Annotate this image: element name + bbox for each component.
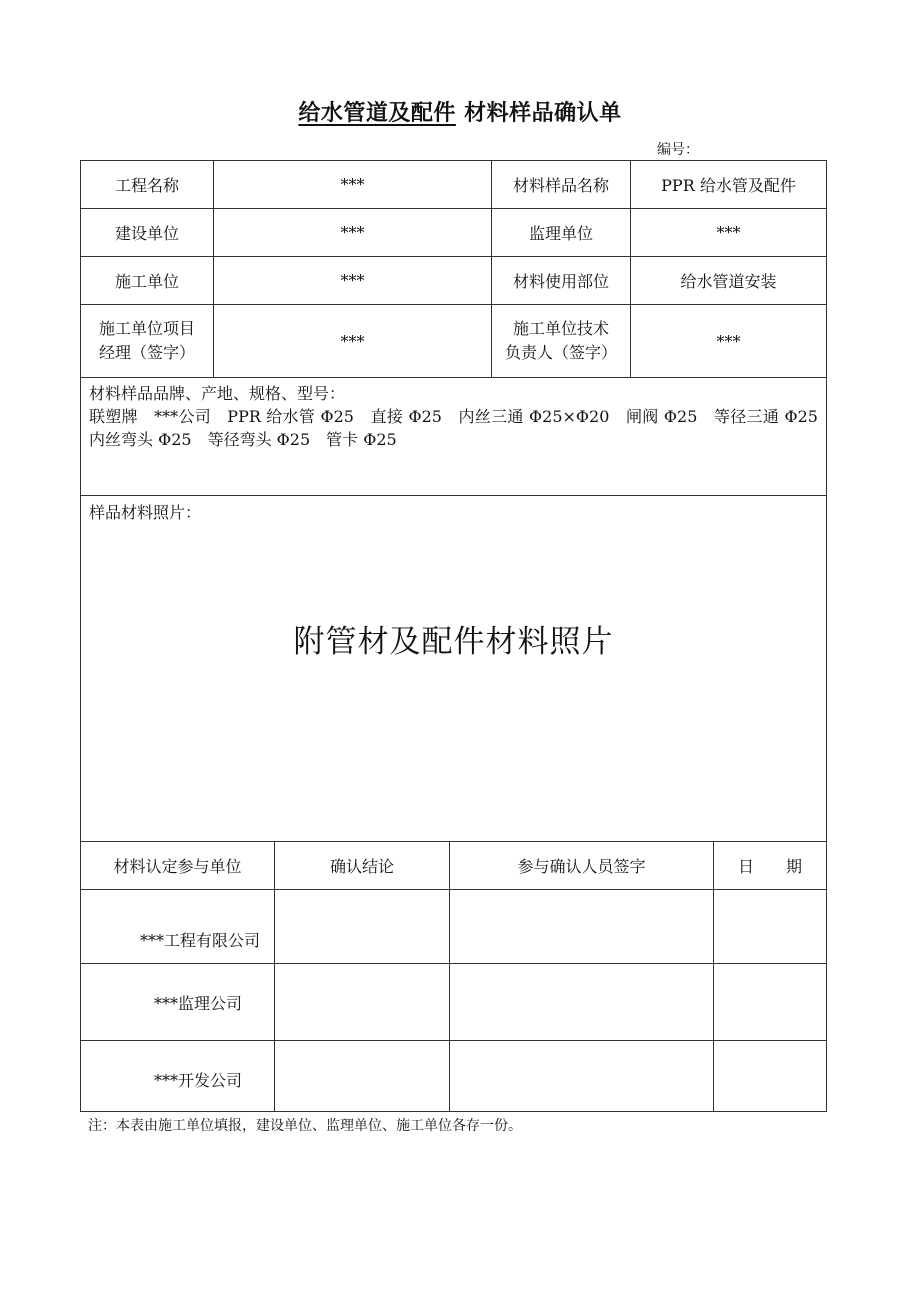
date-cell[interactable] — [714, 964, 827, 1041]
header-conclusion: 确认结论 — [275, 842, 450, 890]
tech-signature-label — [492, 305, 631, 378]
supervisor-label: 监理单位 — [492, 209, 631, 257]
info-table — [80, 160, 835, 842]
pm-signature-value: *** — [214, 305, 492, 378]
confirm-table — [80, 841, 827, 1112]
tech-label-line1: 施工单位技术 — [512, 319, 609, 338]
contractor-value: *** — [214, 257, 492, 305]
pm-signature-label — [81, 305, 214, 378]
party-supervisor: ***监理公司 — [81, 964, 275, 1041]
header-signatures: 参与确认人员签字 — [450, 842, 714, 890]
project-name-label: 工程名称 — [81, 161, 214, 209]
signature-cell[interactable] — [450, 964, 714, 1041]
date-cell[interactable] — [714, 890, 827, 964]
form-title — [0, 96, 920, 127]
sample-name-value: PPR 给水管及配件 — [631, 161, 827, 209]
date-cell[interactable] — [714, 1041, 827, 1112]
sample-name-label: 材料样品名称 — [492, 161, 631, 209]
contractor-label: 施工单位 — [81, 257, 214, 305]
owner-label: 建设单位 — [81, 209, 214, 257]
tech-signature-value: *** — [631, 305, 827, 378]
photo-placeholder-text: 附管材及配件材料照片 — [293, 624, 614, 660]
party-contractor: ***工程有限公司 — [81, 890, 275, 964]
owner-value: *** — [214, 209, 492, 257]
photo-label: 样品材料照片： — [89, 503, 202, 522]
photo-cell — [81, 496, 827, 842]
header-date: 日 期 — [714, 842, 827, 890]
conclusion-cell[interactable] — [275, 964, 450, 1041]
specs-text: 联塑牌 ***公司 PPR 给水管 Φ25 直接 Φ25 内丝三通 Φ25×Φ20 闸阀 Φ25 等径三通 Φ25 内丝弯头 Φ25 等径弯头 Φ25 管卡 Φ25 — [89, 407, 835, 449]
specs-label: 材料样品品牌、产地、规格、型号： — [89, 384, 346, 403]
pm-label-line2: 经理（签字） — [98, 343, 195, 362]
party-developer: ***开发公司 — [81, 1041, 275, 1112]
conclusion-cell[interactable] — [275, 890, 450, 964]
footnote: 注：本表由施工单位填报，建设单位、监理单位、施工单位各存一份。 — [88, 1118, 522, 1134]
form-title-rest: 材料样品确认单 — [464, 101, 622, 126]
usage-label: 材料使用部位 — [492, 257, 631, 305]
form-title-underlined: 给水管道及配件 — [298, 101, 456, 126]
supervisor-value: *** — [631, 209, 827, 257]
specs-cell — [81, 378, 835, 496]
doc-number-label: 编号： — [657, 142, 699, 158]
tech-label-line2: 负责人（签字） — [504, 343, 617, 362]
header-party: 材料认定参与单位 — [81, 842, 275, 890]
signature-cell[interactable] — [450, 890, 714, 964]
project-name-value: *** — [214, 161, 492, 209]
conclusion-cell[interactable] — [275, 1041, 450, 1112]
signature-cell[interactable] — [450, 1041, 714, 1112]
pm-label-line1: 施工单位项目 — [98, 319, 195, 338]
usage-value: 给水管道安装 — [631, 257, 827, 305]
